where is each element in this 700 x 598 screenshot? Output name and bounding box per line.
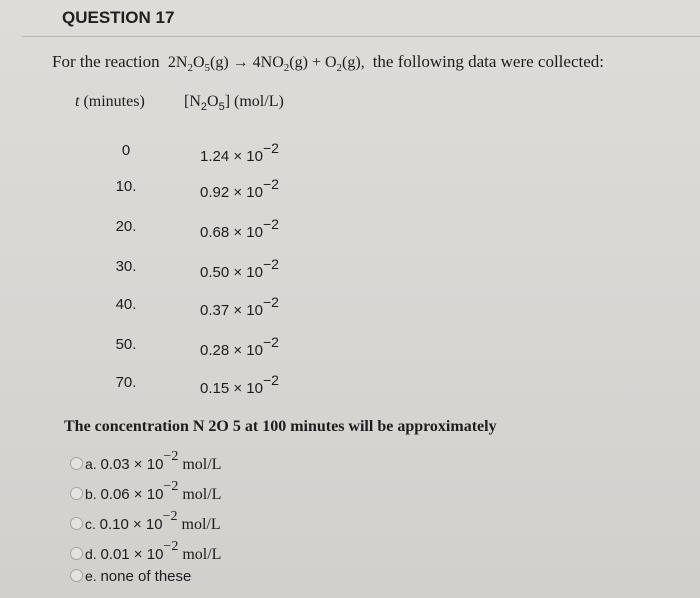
time-cell: 30. xyxy=(115,258,137,275)
concentration-column-header xyxy=(184,93,284,113)
title-divider xyxy=(22,36,700,37)
reactant-text: 2N xyxy=(167,54,188,71)
option-unit: mol/L xyxy=(182,486,222,503)
option-value: 0.03 × 10 xyxy=(100,456,164,473)
reactant-subscript-2: 5 xyxy=(204,62,211,75)
option-value: 0.01 × 10 xyxy=(100,546,164,563)
table-row xyxy=(0,178,700,208)
concentration-exponent: −2 xyxy=(262,334,279,350)
time-cell: 10. xyxy=(115,178,137,195)
radio-button-b[interactable] xyxy=(70,487,83,500)
conc-label: [N xyxy=(184,93,201,110)
concentration-cell xyxy=(200,336,279,359)
concentration-cell xyxy=(200,374,279,397)
plus-sign: + xyxy=(311,54,321,71)
radio-button-c[interactable] xyxy=(70,517,83,530)
radio-button-a[interactable] xyxy=(70,457,83,470)
reaction-arrow: → xyxy=(232,54,249,71)
stem-suffix: the following data were collected: xyxy=(372,52,604,71)
concentration-mantissa: 0.15 × 10 xyxy=(200,380,263,397)
concentration-mantissa: 1.24 × 10 xyxy=(200,148,263,165)
product2-state: (g), xyxy=(342,54,365,71)
option-e[interactable] xyxy=(70,568,191,594)
table-row xyxy=(0,218,700,248)
time-cell: 40. xyxy=(115,296,137,313)
product2-subscript: 2 xyxy=(336,62,343,75)
product1-state: (g) xyxy=(289,54,308,71)
time-label: t xyxy=(75,93,80,110)
concentration-exponent: −2 xyxy=(262,176,279,192)
time-cell: 0 xyxy=(121,142,131,159)
question-prompt: The concentration N 2O 5 at 100 minutes will be approximately xyxy=(64,418,497,435)
table-row xyxy=(0,142,700,172)
concentration-cell xyxy=(200,218,279,241)
table-row xyxy=(0,374,700,404)
reactant-subscript-1: 2 xyxy=(187,62,193,75)
option-b[interactable] xyxy=(70,479,222,508)
time-cell: 50. xyxy=(115,336,137,353)
concentration-mantissa: 0.50 × 10 xyxy=(200,264,263,281)
option-letter: e. xyxy=(85,568,97,584)
concentration-mantissa: 0.37 × 10 xyxy=(200,302,263,319)
conc-subscript-2: 5 xyxy=(218,101,225,114)
concentration-exponent: −2 xyxy=(262,256,279,272)
table-row xyxy=(0,336,700,366)
product1-text: 4NO xyxy=(252,54,284,71)
option-value: 0.10 × 10 xyxy=(99,516,163,533)
concentration-cell xyxy=(200,142,279,165)
option-d[interactable] xyxy=(70,539,222,568)
question-stem xyxy=(52,52,604,74)
concentration-mantissa: 0.92 × 10 xyxy=(200,184,263,201)
option-unit: mol/L xyxy=(181,516,221,533)
product2-text: O xyxy=(324,54,337,71)
concentration-exponent: −2 xyxy=(262,140,279,156)
product1-subscript: 2 xyxy=(283,62,290,75)
reactant-oxygen: O xyxy=(192,54,205,71)
concentration-mantissa: 0.28 × 10 xyxy=(200,342,263,359)
radio-button-d[interactable] xyxy=(70,547,83,560)
concentration-cell xyxy=(200,258,279,281)
conc-subscript-1: 2 xyxy=(200,101,208,114)
table-row xyxy=(0,296,700,326)
option-letter: d. xyxy=(85,546,97,562)
conc-unit: ] (mol/L) xyxy=(224,93,284,110)
reaction-equation xyxy=(167,54,369,75)
concentration-exponent: −2 xyxy=(262,372,279,388)
option-c[interactable] xyxy=(70,509,221,538)
conc-oxygen: O xyxy=(207,93,219,110)
reactant-state: (g) xyxy=(210,54,229,71)
time-cell: 20. xyxy=(115,218,137,235)
concentration-mantissa: 0.68 × 10 xyxy=(200,224,263,241)
time-unit: (minutes) xyxy=(83,93,145,110)
option-letter: b. xyxy=(85,486,97,502)
option-exponent: −2 xyxy=(163,479,179,494)
option-exponent: −2 xyxy=(162,509,178,524)
radio-button-e[interactable] xyxy=(70,569,83,582)
concentration-cell xyxy=(200,296,279,319)
option-exponent: −2 xyxy=(163,539,179,554)
option-a[interactable] xyxy=(70,449,222,478)
stem-prefix: For the reaction xyxy=(52,52,160,71)
table-row xyxy=(0,258,700,288)
question-title: QUESTION 17 xyxy=(62,8,175,27)
concentration-cell xyxy=(200,178,279,201)
option-letter: c. xyxy=(85,516,96,532)
concentration-exponent: −2 xyxy=(262,216,279,232)
option-letter: a. xyxy=(85,456,97,472)
concentration-exponent: −2 xyxy=(262,294,279,310)
option-value: 0.06 × 10 xyxy=(100,486,164,503)
time-column-header xyxy=(75,93,145,111)
time-cell: 70. xyxy=(115,374,137,391)
option-exponent: −2 xyxy=(163,449,179,464)
option-unit: mol/L xyxy=(182,456,222,473)
option-value: none of these xyxy=(100,568,192,585)
option-unit: mol/L xyxy=(182,546,222,563)
